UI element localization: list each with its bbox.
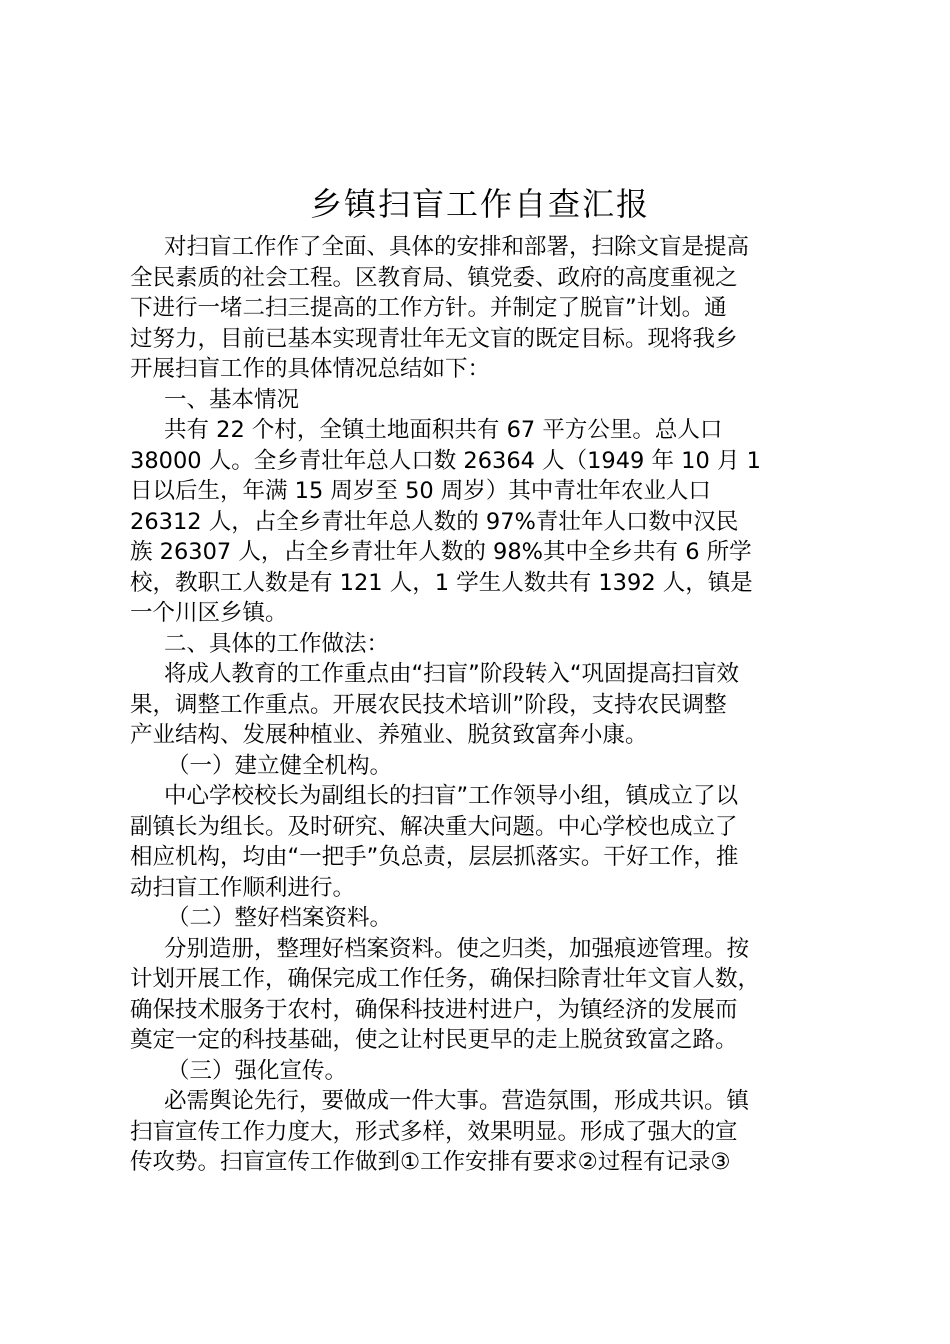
paragraph-line: 传攻势。扫盲宣传工作做到①工作安排有要求②过程有记录③ <box>130 1149 731 1175</box>
paragraph-line: 副镇长为组长。及时研究、解决重大问题。中心学校也成立了 <box>130 813 738 840</box>
paragraph-line: 日以后生，年满 15 周岁至 50 周岁）其中青壮年农业人口 <box>130 478 711 504</box>
paragraph-line: 分别造册，整理好档案资料。使之归类，加强痕迹管理。按 <box>164 935 750 962</box>
paragraph-line: 将成人教育的工作重点由“扫盲”阶段转入“巩固提高扫盲效 <box>164 661 739 687</box>
paragraph-line: 开展扫盲工作的具体情况总结如下： <box>130 356 491 382</box>
paragraph-line: 果，调整工作重点。开展农民技术培训”阶段，支持农民调整 <box>130 691 727 718</box>
paragraph-line: 38000 人。全乡青壮年总人口数 26364 人（1949 年 10 月 1 <box>130 447 761 474</box>
paragraph-line: 确保技术服务于农村，确保科技进村进户，为镇经济的发展而 <box>130 996 738 1023</box>
paragraph-line: 共有 22 个村，全镇土地面积共有 67 平方公里。总人口 <box>164 417 723 443</box>
paragraph-line: 全民素质的社会工程。区教育局、镇党委、政府的高度重视之 <box>130 264 738 291</box>
paragraph-line: 过努力，目前已基本实现青壮年无文盲的既定目标。现将我乡 <box>130 325 738 352</box>
subsection-heading: （二）整好档案资料。 <box>167 905 393 931</box>
subsection-heading: （一）建立健全机构。 <box>167 752 393 779</box>
paragraph-line: 必需舆论先行，要做成一件大事。营造氛围，形成共识。镇 <box>164 1088 750 1114</box>
paragraph-line: 动扫盲工作顺利进行。 <box>130 874 356 901</box>
document-body <box>130 232 830 1178</box>
paragraph-line: 下进行一堵二扫三提高的工作方针。并制定了脱盲”计划。通 <box>130 295 727 321</box>
paragraph-line: 计划开展工作，确保完成工作任务，确保扫除青壮年文盲人数， <box>130 966 761 992</box>
paragraph-line: 对扫盲工作作了全面、具体的安排和部署，扫除文盲是提高 <box>164 234 750 260</box>
section-heading: 二、具体的工作做法： <box>164 630 390 657</box>
paragraph-line: 26312 人，占全乡青壮年总人数的 97%青壮年人口数中汉民 <box>130 508 739 535</box>
paragraph-line: 中心学校校长为副组长的扫盲”工作领导小组，镇成立了以 <box>164 783 739 809</box>
paragraph-line: 一个川区乡镇。 <box>130 600 288 626</box>
paragraph-line: 产业结构、发展种植业、养殖业、脱贫致富奔小康。 <box>130 722 648 748</box>
paragraph-line: 族 26307 人，占全乡青壮年人数的 98%其中全乡共有 6 所学 <box>130 539 752 565</box>
paragraph-line: 校，教职工人数是有 121 人，1 学生人数共有 1392 人，镇是 <box>130 569 753 596</box>
paragraph-line: 扫盲宣传工作力度大，形式多样，效果明显。形成了强大的宣 <box>130 1118 738 1145</box>
section-heading: 一、基本情况 <box>164 386 300 413</box>
paragraph-line: 奠定一定的科技基础，使之让村民更早的走上脱贫致富之路。 <box>130 1027 738 1053</box>
document-title: 乡镇扫盲工作自查汇报 <box>309 185 650 223</box>
subsection-heading: （三）强化宣传。 <box>167 1057 348 1084</box>
paragraph-line: 相应机构，均由“一把手”负总责，层层抓落实。干好工作，推 <box>130 844 739 870</box>
